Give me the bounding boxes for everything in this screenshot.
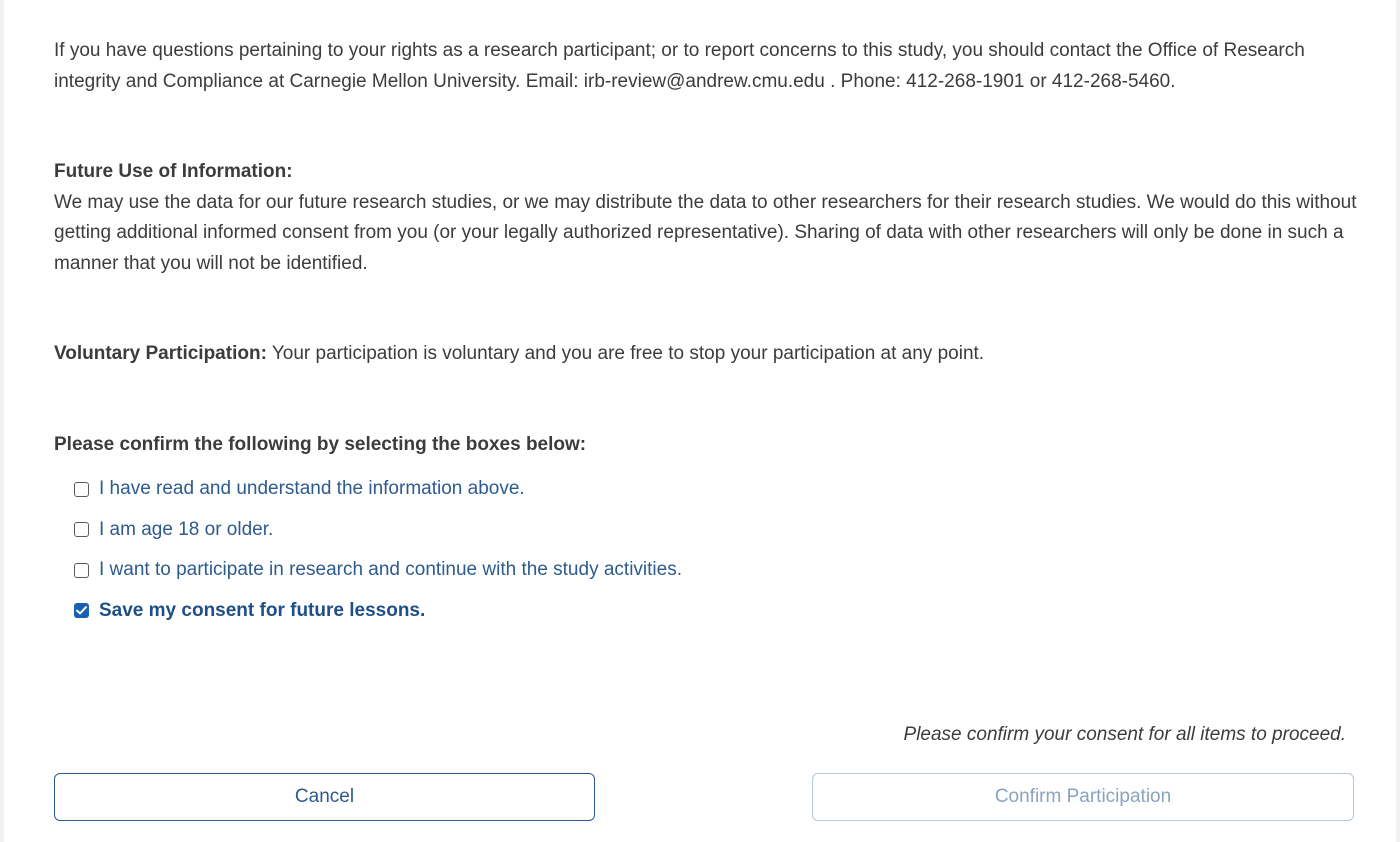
future-use-paragraph: We may use the data for our future research studies, or we may distribute the data to other researchers for their research studies. We would do this without getting additional informed consent from you (or your legally authorized representative). Sharing of data with other researchers will only be done in such a manner that you will not be identified. — [54, 191, 1357, 274]
checkbox-label[interactable]: I am age 18 or older. — [99, 518, 274, 540]
consent-item-save-consent[interactable] — [74, 591, 1359, 632]
confirm-participation-button[interactable]: Confirm Participation — [812, 773, 1354, 821]
voluntary-paragraph — [54, 339, 1359, 370]
future-use-heading: Future Use of Information: — [54, 161, 293, 182]
consent-item-participate[interactable] — [74, 550, 1359, 591]
consent-content — [54, 36, 1359, 631]
checkbox-label[interactable]: I want to participate in research and continue with the study activities. — [99, 559, 682, 580]
checkbox-label[interactable]: I have read and understand the information above. — [99, 478, 525, 499]
checkbox-age[interactable] — [74, 522, 89, 537]
voluntary-label: Voluntary Participation: — [54, 343, 267, 364]
consent-checklist — [54, 469, 1359, 631]
cancel-button[interactable]: Cancel — [54, 773, 595, 821]
checkbox-participate[interactable] — [74, 563, 89, 578]
confirm-heading: Please confirm the following by selecting the boxes below: — [54, 433, 587, 455]
checkbox-label[interactable]: Save my consent for future lessons. — [99, 599, 426, 621]
checkmark-icon — [76, 606, 87, 615]
checkbox-read-understand[interactable] — [74, 482, 89, 497]
voluntary-text: Your participation is voluntary and you are free to stop your participation at any point. — [271, 343, 985, 364]
consent-item-age[interactable] — [74, 510, 1359, 551]
consent-item-read-understand[interactable] — [74, 469, 1359, 510]
confirm-section — [54, 430, 1359, 632]
consent-notice: Please confirm your consent for all items to proceed. — [903, 724, 1346, 745]
checkbox-save-consent[interactable] — [74, 603, 89, 618]
rights-paragraph: If you have questions pertaining to your rights as a research participant; or to report concerns to this study, you should contact the Office of Research integrity and Compliance at Carnegie Mellon University. Email: irb-review@andrew.cmu.edu . Phone: 412-268-1901 or 412-268-5460. — [54, 40, 1305, 92]
future-use-section — [54, 157, 1359, 279]
